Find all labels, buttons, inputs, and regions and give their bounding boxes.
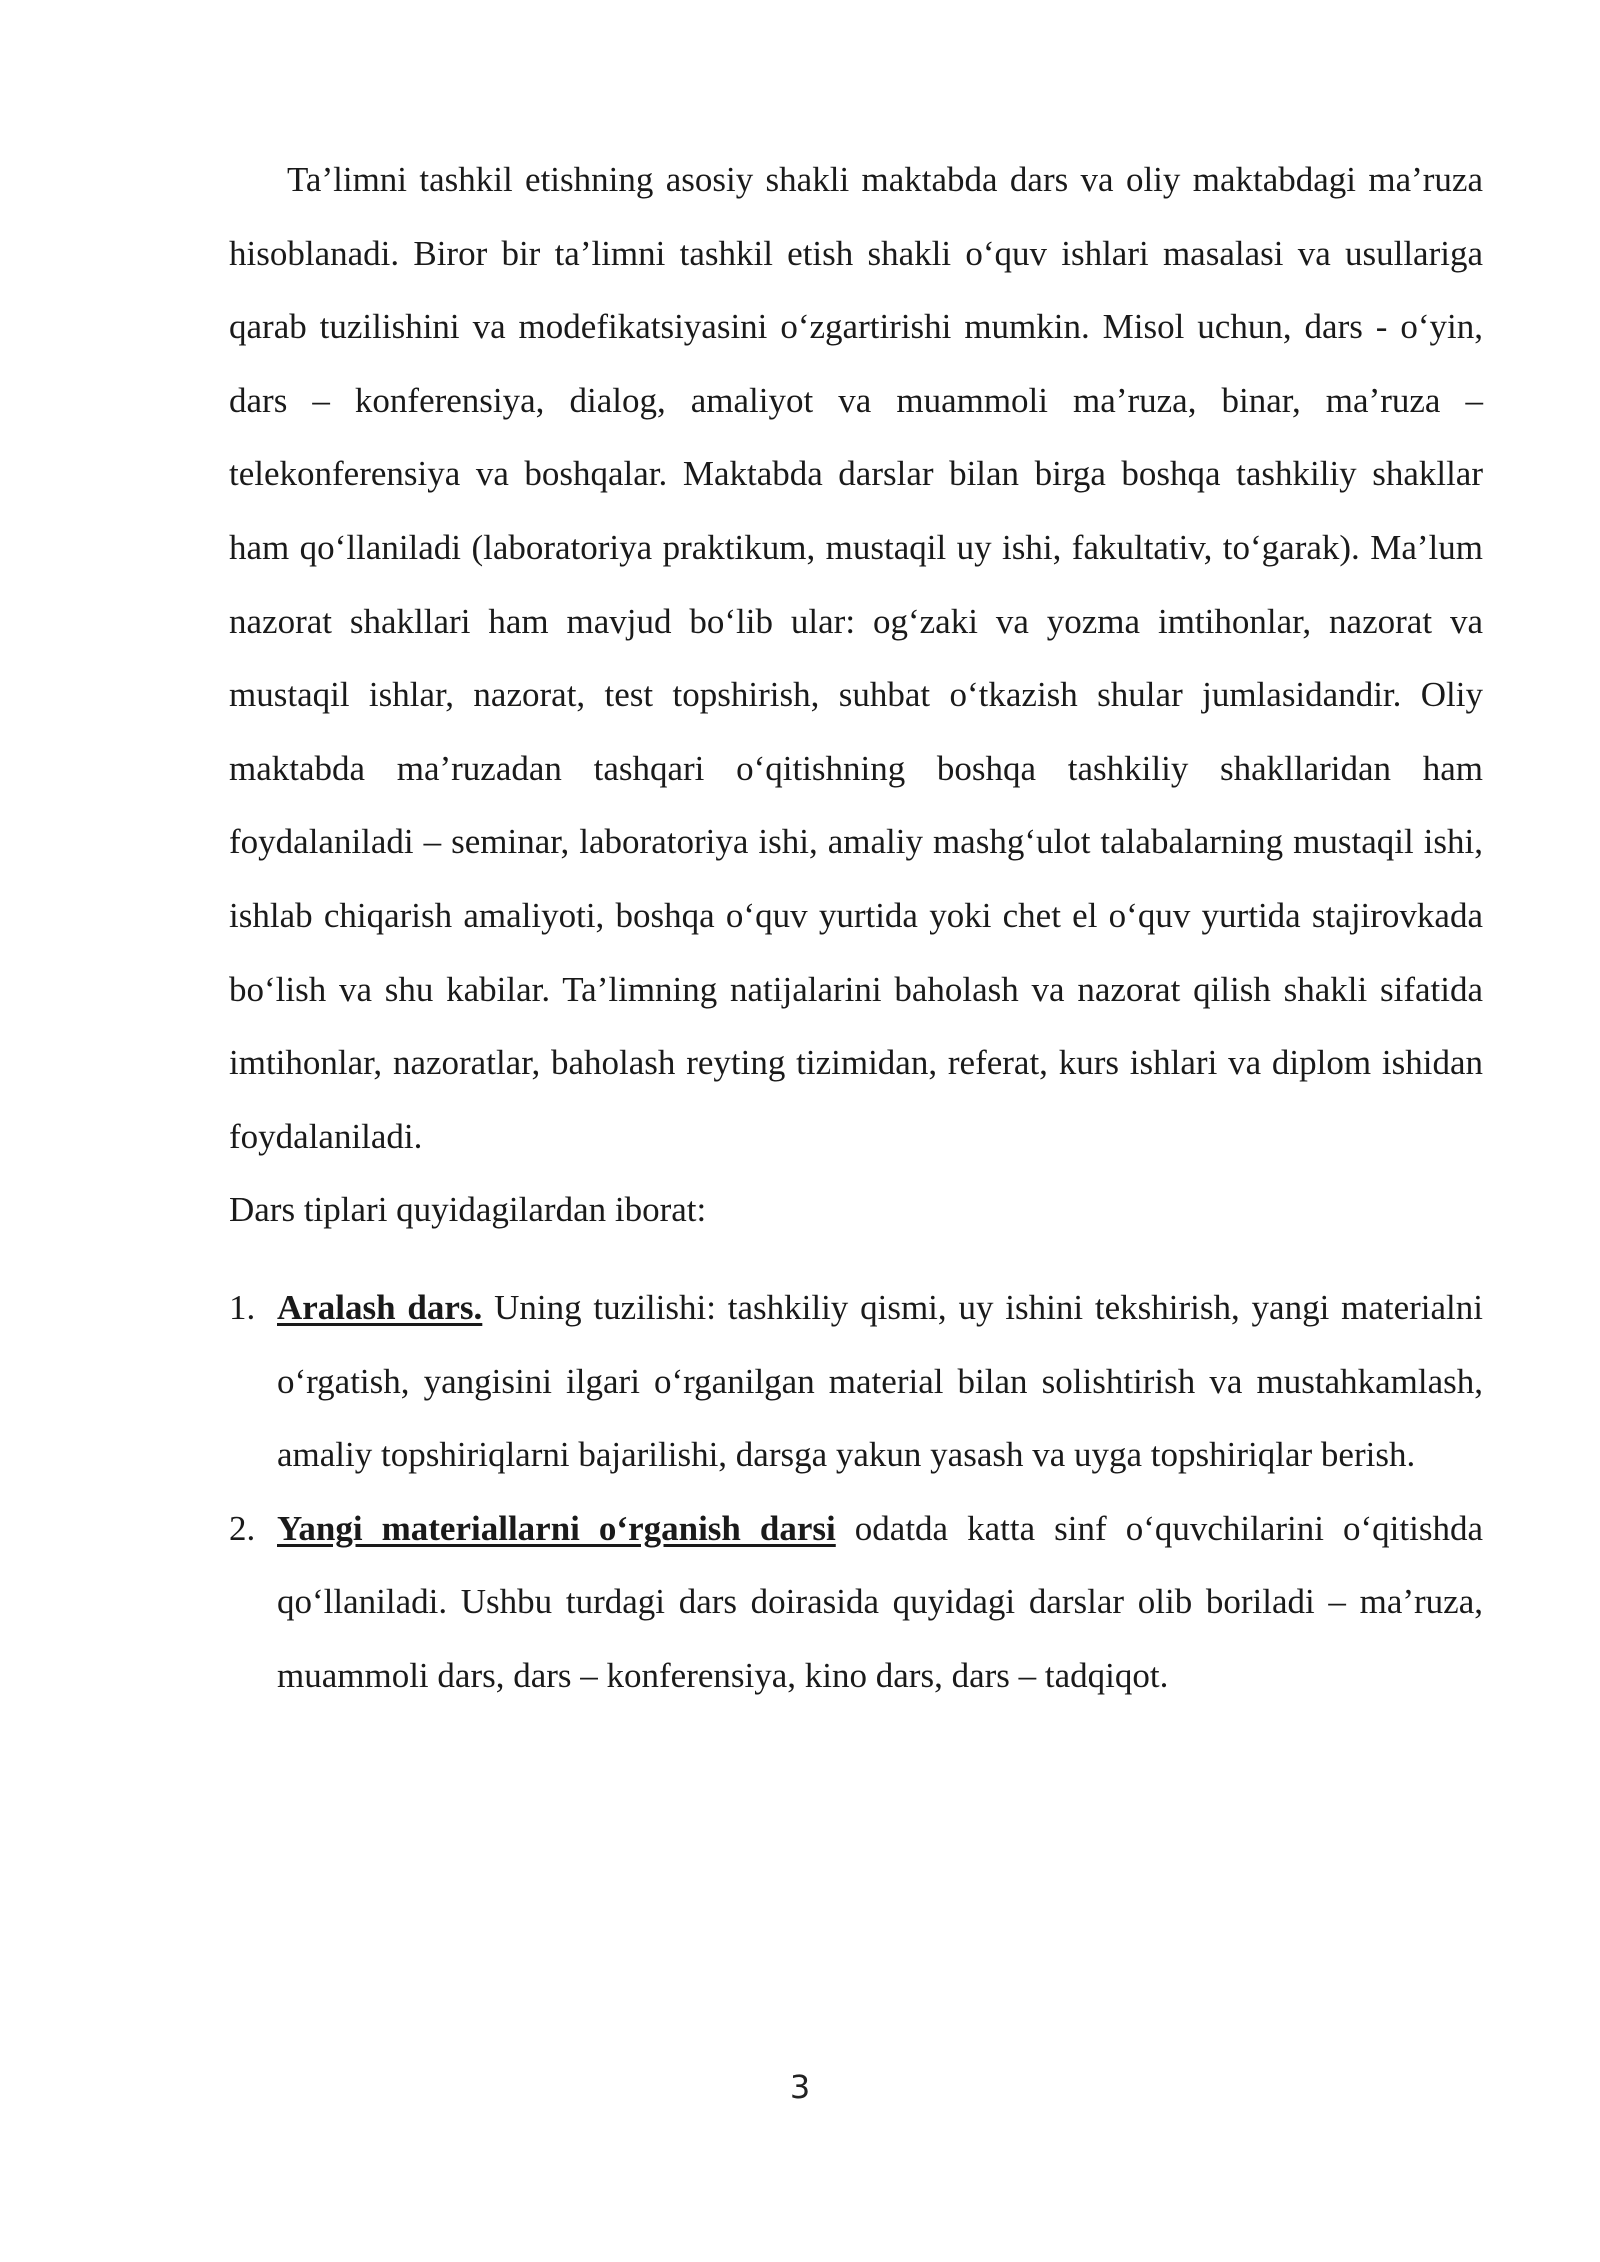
list-item-term: Aralash dars. <box>277 1287 483 1327</box>
document-page <box>229 143 1483 1712</box>
list-item-number: 2. <box>229 1508 256 1548</box>
body-paragraph: Ta’limni tashkil etishning asosiy shakli maktabda dars va oliy maktabdagi ma’ruza hisoblanadi. Biror bir ta’limni tashkil etish shakli o‘quv ishlari masalasi va usullariga qarab tuzilishini va modefikatsiyasini o‘zgartirishi mumkin. Misol uchun, dars - o‘yin, dars – konferensiya, dialog, amaliyot va muammoli ma’ruza, binar, ma’ruza – telekonferensiya va boshqalar. Maktabda darslar bilan birga boshqa tashkiliy shakllar ham qo‘llaniladi (laboratoriya praktikum, mustaqil uy ishi, fakultativ, to‘garak). Ma’lum nazorat shakllari ham mavjud bo‘lib ular: og‘zaki va yozma imtihonlar, nazorat va mustaqil ishlar, nazorat, test topshirish, suhbat o‘tkazish shular jumlasidandir. Oliy maktabda ma’ruzadan tashqari o‘qitishning boshqa tashkiliy shakllaridan ham foydalaniladi – seminar, laboratoriya ishi, amaliy mashg‘ulot talabalarning mustaqil ishi, ishlab chiqarish amaliyoti, boshqa o‘quv yurtida yoki chet el o‘quv yurtida stajirovkada bo‘lish va shu kabilar. Ta’limning natijalarini baholash va nazorat qilish shakli sifatida imtihonlar, nazoratlar, baholash reyting tizimidan, referat, kurs ishlari va diplom ishidan foydalaniladi. <box>229 160 1483 1156</box>
lesson-types-list <box>229 1271 1483 1713</box>
list-item <box>229 1492 1483 1713</box>
list-item-text: odatda katta sinf o‘quvchilarini o‘qitishda qo‘llaniladi. Ushbu turdagi dars doirasida quyidagi darslar olib boriladi – ma’ruza, muammoli dars, dars – konferensiya, kino dars, dars – tadqiqot. <box>277 1508 1483 1695</box>
list-item-term: Yangi materiallarni o‘rganish darsi <box>277 1508 836 1548</box>
list-intro: Dars tiplari quyidagilardan iborat: <box>229 1190 707 1230</box>
list-item-text: Uning tuzilishi: tashkiliy qismi, uy ishini tekshirish, yangi materialni o‘rgatish, yangisini ilgari o‘rganilgan material bilan solishtirish va mustahkamlash, amaliy topshiriqlarni bajarilishi, darsga yakun yasash va uyga topshiriqlar berish. <box>277 1287 1483 1475</box>
page-number: 3 <box>789 2068 811 2106</box>
list-item <box>229 1271 1483 1492</box>
list-item-number: 1. <box>229 1287 256 1327</box>
